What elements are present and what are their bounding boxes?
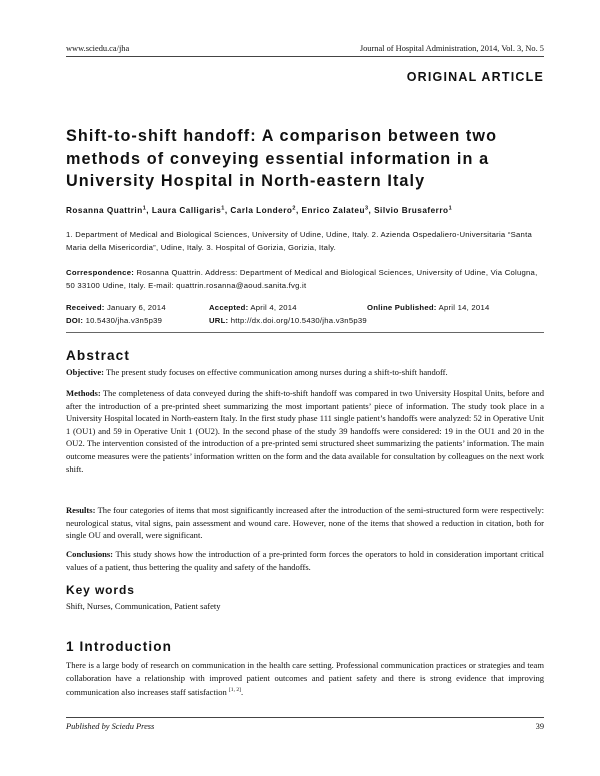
introduction-heading: 1 Introduction [66,639,173,654]
abstract-results: Results: The four categories of items that most significantly increased after the introduction of the semi-structured form were respectively: neurological status, vital signs, pain assessment and wound care. However, none of the items that showed a reduction in citation, both for single OU and overall, were significant. [66,505,544,541]
page-number: 39 [535,722,544,731]
correspondence: Correspondence: Rosanna Quattrin. Address: Department of Medical and Biological Sciences, University of Udine, Via Colugna, 50 33100 Udine, Italy. E-mail: quattrin.rosanna@aoud.sanita.fvg.it [66,268,538,290]
author: Laura Calligaris$^1$, [151,205,231,215]
accepted-date: Accepted: April 4, 2014 [209,303,297,312]
keywords-heading: Key words [66,583,135,597]
published-date: Online Published: April 14, 2014 [367,303,490,312]
header-rule [66,56,544,57]
affiliations: 1. Department of Medical and Biological Sciences, University of Udine, Udine, Italy. 2. Azienda Ospedaliero-Universitaria “Santa Maria della Misericordia”, Udine, Italy. 3. Hospital of Gorizia, Gorizia, Italy. [66,230,532,252]
abstract-conclusions: Conclusions: This study shows how the introduction of a pre-printed form forces the operators to hold in consideration important critical values of a patient, thus bettering the quality and safety of the handoffs. [66,549,544,572]
article-title: Shift-to-shift handoff: A comparison between two methods of conveying essential information in a University Hospital in North-eastern Italy [66,127,498,190]
citation[interactable]: [1, 2] [228,687,242,694]
abstract-methods: Methods: The completeness of data conveyed during the shift-to-shift handoff was compared in two University Hospital Units, before and after the introduction of a pre-printed sheet summarizing the most important patients’ piece of information. The study took place in a University Hospital located in North-eastern Italy. In the first study phase 111 single patient’s handoffs were analyzed: 52 in Operative Unit 1 (OU1) and 59 in Operative Unit 1 (OU2). In the second phase of the study 39 handoffs were considered: 19 in the OU1 and 20 in the OU2. The intervention consisted of the introduction of a pre-printed semi structured sheet summarizing the patients’ information. The main outcome measures were the patients’ information written on the form and the data available for consultation by colleagues on the next work shift. [66,388,544,474]
article-type: ORIGINAL ARTICLE [406,70,544,84]
author: Silvio Brusaferro$^1$ [374,205,453,215]
author: Rosanna Quattrin$^1$, [66,205,152,215]
journal-citation: Journal of Hospital Administration, 2014, Vol. 3, No. 5 [359,44,544,53]
author-list [66,205,452,215]
journal-url: www.sciedu.ca/jha [66,44,130,53]
abstract-objective: Objective: The present study focuses on effective communication among nurses during a shift-to-shift handoff. [66,367,448,377]
article-url[interactable]: URL: http://dx.doi.org/10.5430/jha.v3n5p39 [209,315,367,325]
keywords-list: Shift, Nurses, Communication, Patient safety [66,601,221,611]
author: Enrico Zalateu$^3$, [301,205,375,215]
doi[interactable]: DOI: 10.5430/jha.v3n5p39 [66,315,163,325]
footer-rule [66,717,544,718]
abstract-heading: Abstract [66,348,130,363]
publication-dates [66,302,548,327]
section-rule [66,332,544,333]
received-date: Received: January 6, 2014 [66,303,166,312]
introduction-text: There is a large body of research on communication in the health care setting. Professional communication practices or strategies and team collaboration have a relationship with improved patient outcomes and patient safety and there is strong evidence that improving communication also increases staff satisfaction [1, 2]. [66,660,544,698]
publisher: Published by Sciedu Press [66,722,155,731]
author: Carla Londero$^2$, [230,205,302,215]
